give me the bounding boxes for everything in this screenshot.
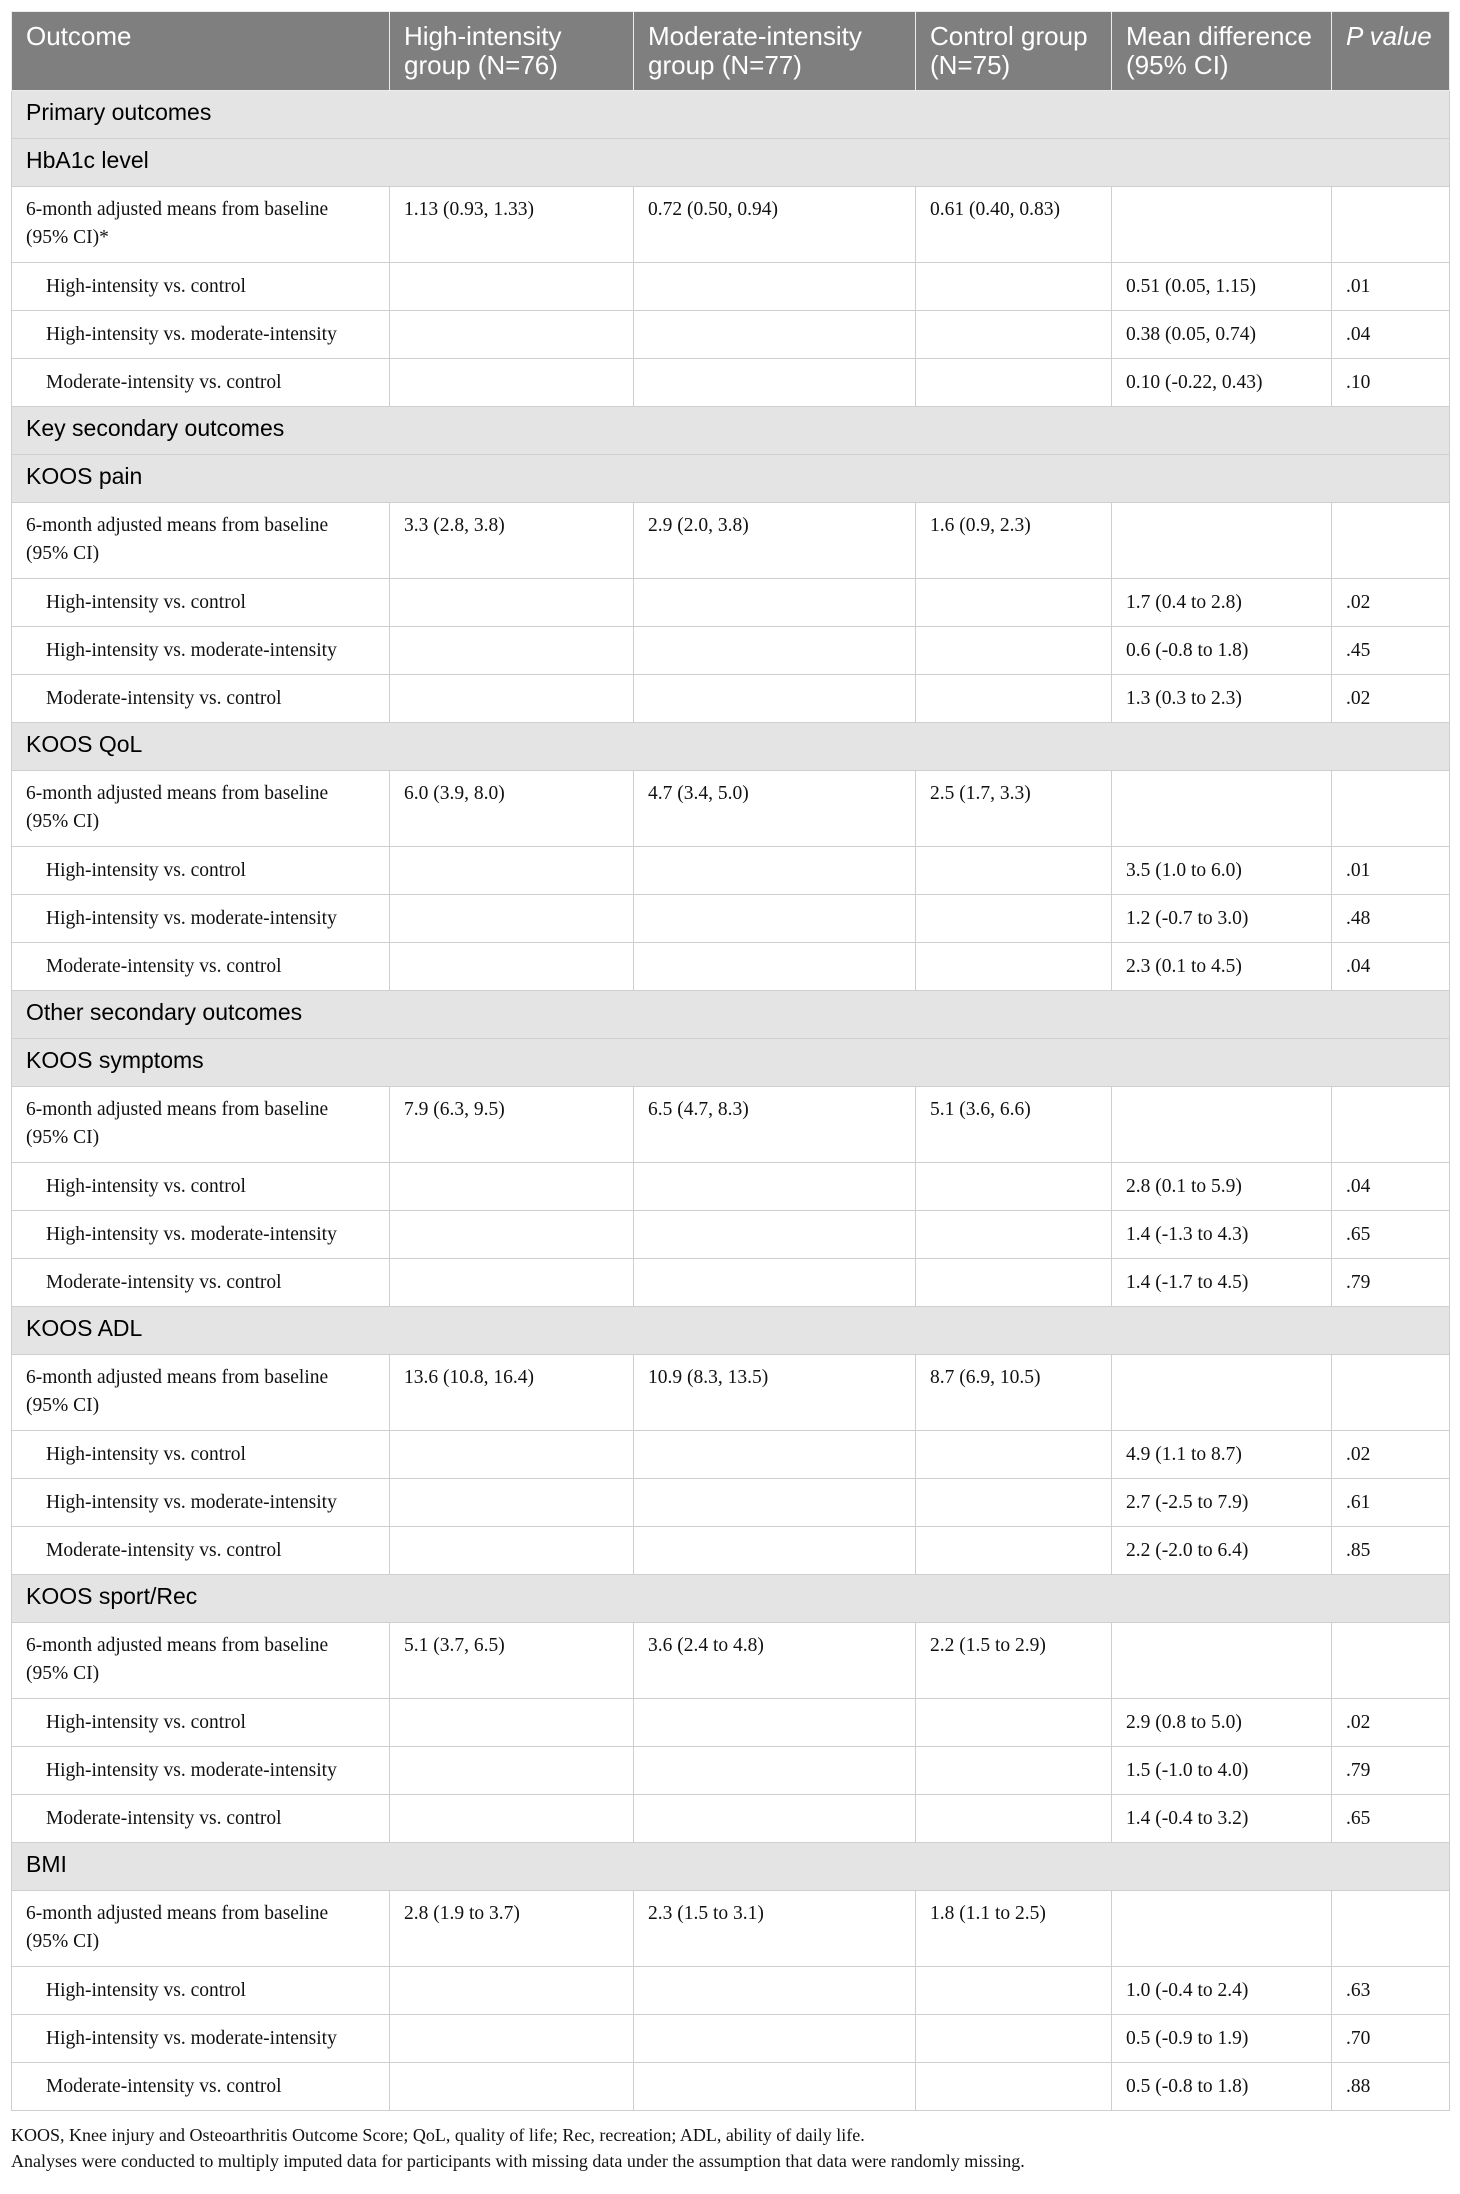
empty-cell — [1332, 1891, 1450, 1967]
empty-cell — [390, 675, 634, 723]
comparison-row — [12, 1967, 1450, 2015]
mean-difference-cell: 1.4 (-0.4 to 3.2) — [1112, 1795, 1332, 1843]
empty-cell — [916, 359, 1112, 407]
outcome-label: KOOS symptoms — [12, 1039, 1450, 1087]
mean-difference-cell: 0.51 (0.05, 1.15) — [1112, 263, 1332, 311]
comparison-row — [12, 579, 1450, 627]
comparison-label: High-intensity vs. control — [12, 579, 390, 627]
empty-cell — [916, 627, 1112, 675]
comparison-row — [12, 311, 1450, 359]
mean-difference-cell: 2.2 (-2.0 to 6.4) — [1112, 1527, 1332, 1575]
empty-cell — [634, 675, 916, 723]
empty-cell — [634, 2063, 916, 2111]
empty-cell — [1112, 1355, 1332, 1431]
mean-difference-cell: 0.6 (-0.8 to 1.8) — [1112, 627, 1332, 675]
outcome-row — [12, 1575, 1450, 1623]
means-row — [12, 1087, 1450, 1163]
empty-cell — [1112, 503, 1332, 579]
means-control-cell: 2.2 (1.5 to 2.9) — [916, 1623, 1112, 1699]
comparison-label: Moderate-intensity vs. control — [12, 359, 390, 407]
empty-cell — [390, 1699, 634, 1747]
comparison-row — [12, 1699, 1450, 1747]
mean-difference-cell: 3.5 (1.0 to 6.0) — [1112, 847, 1332, 895]
empty-cell — [916, 1527, 1112, 1575]
outcome-row — [12, 139, 1450, 187]
p-value-cell: .48 — [1332, 895, 1450, 943]
empty-cell — [634, 1527, 916, 1575]
empty-cell — [1112, 1087, 1332, 1163]
means-moderate-intensity-cell: 6.5 (4.7, 8.3) — [634, 1087, 916, 1163]
mean-difference-cell: 1.7 (0.4 to 2.8) — [1112, 579, 1332, 627]
comparison-row — [12, 943, 1450, 991]
outcome-row — [12, 1307, 1450, 1355]
means-row — [12, 1623, 1450, 1699]
p-value-cell: .45 — [1332, 627, 1450, 675]
comparison-label: High-intensity vs. control — [12, 847, 390, 895]
means-row — [12, 1891, 1450, 1967]
p-value-cell: .04 — [1332, 311, 1450, 359]
mean-difference-cell: 0.5 (-0.9 to 1.9) — [1112, 2015, 1332, 2063]
comparison-label: High-intensity vs. control — [12, 1967, 390, 2015]
comparison-row — [12, 1527, 1450, 1575]
empty-cell — [634, 1431, 916, 1479]
empty-cell — [1112, 771, 1332, 847]
empty-cell — [634, 579, 916, 627]
empty-cell — [390, 943, 634, 991]
comparison-label: Moderate-intensity vs. control — [12, 1259, 390, 1307]
comparison-row — [12, 2063, 1450, 2111]
p-value-cell: .65 — [1332, 1795, 1450, 1843]
outcome-label: KOOS pain — [12, 455, 1450, 503]
header-mean-difference: Mean difference (95% CI) — [1112, 12, 1332, 91]
empty-cell — [1332, 503, 1450, 579]
means-label: 6-month adjusted means from baseline (95% CI) — [12, 1891, 390, 1967]
means-row — [12, 1355, 1450, 1431]
outcome-row — [12, 723, 1450, 771]
p-value-cell: .85 — [1332, 1527, 1450, 1575]
means-moderate-intensity-cell: 2.9 (2.0, 3.8) — [634, 503, 916, 579]
empty-cell — [916, 895, 1112, 943]
header-p-value — [1332, 12, 1450, 91]
mean-difference-cell: 4.9 (1.1 to 8.7) — [1112, 1431, 1332, 1479]
empty-cell — [390, 1967, 634, 2015]
means-moderate-intensity-cell: 4.7 (3.4, 5.0) — [634, 771, 916, 847]
empty-cell — [634, 1479, 916, 1527]
mean-difference-cell: 2.8 (0.1 to 5.9) — [1112, 1163, 1332, 1211]
empty-cell — [634, 2015, 916, 2063]
outcome-row — [12, 1843, 1450, 1891]
means-high-intensity-cell: 1.13 (0.93, 1.33) — [390, 187, 634, 263]
p-value-cell: .88 — [1332, 2063, 1450, 2111]
means-high-intensity-cell: 6.0 (3.9, 8.0) — [390, 771, 634, 847]
empty-cell — [916, 675, 1112, 723]
mean-difference-cell: 1.4 (-1.7 to 4.5) — [1112, 1259, 1332, 1307]
empty-cell — [1112, 1623, 1332, 1699]
means-moderate-intensity-cell: 10.9 (8.3, 13.5) — [634, 1355, 916, 1431]
empty-cell — [634, 1747, 916, 1795]
empty-cell — [916, 1699, 1112, 1747]
comparison-label: High-intensity vs. moderate-intensity — [12, 1747, 390, 1795]
empty-cell — [390, 2063, 634, 2111]
empty-cell — [1112, 1891, 1332, 1967]
empty-cell — [1332, 187, 1450, 263]
empty-cell — [1332, 1623, 1450, 1699]
mean-difference-cell: 0.38 (0.05, 0.74) — [1112, 311, 1332, 359]
empty-cell — [390, 2015, 634, 2063]
outcome-label: HbA1c level — [12, 139, 1450, 187]
means-high-intensity-cell: 3.3 (2.8, 3.8) — [390, 503, 634, 579]
outcome-row — [12, 455, 1450, 503]
comparison-label: High-intensity vs. control — [12, 263, 390, 311]
comparison-label: High-intensity vs. moderate-intensity — [12, 2015, 390, 2063]
section-row — [12, 407, 1450, 455]
means-moderate-intensity-cell: 2.3 (1.5 to 3.1) — [634, 1891, 916, 1967]
empty-cell — [390, 1795, 634, 1843]
empty-cell — [916, 847, 1112, 895]
mean-difference-cell: 2.3 (0.1 to 4.5) — [1112, 943, 1332, 991]
section-label: Key secondary outcomes — [12, 407, 1450, 455]
p-value-cell: .02 — [1332, 1699, 1450, 1747]
empty-cell — [390, 579, 634, 627]
mean-difference-cell: 1.3 (0.3 to 2.3) — [1112, 675, 1332, 723]
empty-cell — [634, 627, 916, 675]
comparison-row — [12, 847, 1450, 895]
empty-cell — [390, 847, 634, 895]
empty-cell — [916, 579, 1112, 627]
empty-cell — [390, 1479, 634, 1527]
means-control-cell: 0.61 (0.40, 0.83) — [916, 187, 1112, 263]
p-value-cell: .65 — [1332, 1211, 1450, 1259]
means-label: 6-month adjusted means from baseline (95% CI) — [12, 1087, 390, 1163]
means-control-cell: 8.7 (6.9, 10.5) — [916, 1355, 1112, 1431]
means-row — [12, 503, 1450, 579]
empty-cell — [916, 1163, 1112, 1211]
means-high-intensity-cell: 5.1 (3.7, 6.5) — [390, 1623, 634, 1699]
means-control-cell: 1.8 (1.1 to 2.5) — [916, 1891, 1112, 1967]
means-label: 6-month adjusted means from baseline (95% CI) — [12, 1623, 390, 1699]
means-high-intensity-cell: 2.8 (1.9 to 3.7) — [390, 1891, 634, 1967]
comparison-label: Moderate-intensity vs. control — [12, 943, 390, 991]
empty-cell — [1332, 1355, 1450, 1431]
empty-cell — [634, 1795, 916, 1843]
mean-difference-cell: 2.7 (-2.5 to 7.9) — [1112, 1479, 1332, 1527]
empty-cell — [916, 2015, 1112, 2063]
comparison-label: High-intensity vs. moderate-intensity — [12, 311, 390, 359]
means-control-cell: 2.5 (1.7, 3.3) — [916, 771, 1112, 847]
empty-cell — [390, 311, 634, 359]
means-control-cell: 1.6 (0.9, 2.3) — [916, 503, 1112, 579]
comparison-label: High-intensity vs. moderate-intensity — [12, 1479, 390, 1527]
header-row — [12, 12, 1450, 91]
mean-difference-cell: 2.9 (0.8 to 5.0) — [1112, 1699, 1332, 1747]
header-high-intensity: High-intensity group (N=76) — [390, 12, 634, 91]
comparison-row — [12, 359, 1450, 407]
p-value-cell: .04 — [1332, 1163, 1450, 1211]
comparison-row — [12, 1431, 1450, 1479]
section-label: Primary outcomes — [12, 91, 1450, 139]
empty-cell — [916, 1479, 1112, 1527]
comparison-label: High-intensity vs. control — [12, 1163, 390, 1211]
table-footnotes — [11, 2122, 1449, 2174]
empty-cell — [916, 1967, 1112, 2015]
mean-difference-cell: 1.2 (-0.7 to 3.0) — [1112, 895, 1332, 943]
p-value-cell: .02 — [1332, 675, 1450, 723]
means-row — [12, 771, 1450, 847]
empty-cell — [634, 847, 916, 895]
comparison-row — [12, 2015, 1450, 2063]
empty-cell — [634, 895, 916, 943]
means-high-intensity-cell: 7.9 (6.3, 9.5) — [390, 1087, 634, 1163]
means-label: 6-month adjusted means from baseline (95% CI) — [12, 1355, 390, 1431]
p-value-cell: .01 — [1332, 847, 1450, 895]
empty-cell — [916, 1747, 1112, 1795]
outcome-label: BMI — [12, 1843, 1450, 1891]
means-moderate-intensity-cell: 0.72 (0.50, 0.94) — [634, 187, 916, 263]
mean-difference-cell: 1.4 (-1.3 to 4.3) — [1112, 1211, 1332, 1259]
p-value-cell: .10 — [1332, 359, 1450, 407]
empty-cell — [390, 263, 634, 311]
comparison-row — [12, 1163, 1450, 1211]
means-moderate-intensity-cell: 3.6 (2.4 to 4.8) — [634, 1623, 916, 1699]
outcome-row — [12, 1039, 1450, 1087]
comparison-label: High-intensity vs. moderate-intensity — [12, 1211, 390, 1259]
empty-cell — [916, 1211, 1112, 1259]
empty-cell — [916, 1431, 1112, 1479]
empty-cell — [634, 1163, 916, 1211]
empty-cell — [916, 2063, 1112, 2111]
header-control: Control group (N=75) — [916, 12, 1112, 91]
p-value-cell: .79 — [1332, 1259, 1450, 1307]
section-label: Other secondary outcomes — [12, 991, 1450, 1039]
empty-cell — [390, 359, 634, 407]
empty-cell — [1332, 771, 1450, 847]
means-row — [12, 187, 1450, 263]
comparison-label: Moderate-intensity vs. control — [12, 1527, 390, 1575]
section-row — [12, 91, 1450, 139]
results-table-container — [11, 11, 1449, 2111]
table-body — [12, 91, 1450, 2111]
mean-difference-cell: 0.5 (-0.8 to 1.8) — [1112, 2063, 1332, 2111]
empty-cell — [1332, 1087, 1450, 1163]
comparison-row — [12, 1211, 1450, 1259]
p-value-cell: .63 — [1332, 1967, 1450, 2015]
p-value-cell: .79 — [1332, 1747, 1450, 1795]
empty-cell — [916, 311, 1112, 359]
empty-cell — [634, 263, 916, 311]
comparison-label: High-intensity vs. moderate-intensity — [12, 627, 390, 675]
empty-cell — [390, 1431, 634, 1479]
p-value-cell: .61 — [1332, 1479, 1450, 1527]
mean-difference-cell: 1.0 (-0.4 to 2.4) — [1112, 1967, 1332, 2015]
comparison-label: Moderate-intensity vs. control — [12, 2063, 390, 2111]
section-row — [12, 991, 1450, 1039]
means-control-cell: 5.1 (3.6, 6.6) — [916, 1087, 1112, 1163]
empty-cell — [634, 359, 916, 407]
empty-cell — [390, 895, 634, 943]
empty-cell — [390, 1259, 634, 1307]
comparison-row — [12, 1259, 1450, 1307]
comparison-label: High-intensity vs. control — [12, 1699, 390, 1747]
means-label: 6-month adjusted means from baseline (95% CI) — [12, 503, 390, 579]
empty-cell — [390, 1527, 634, 1575]
outcome-label: KOOS sport/Rec — [12, 1575, 1450, 1623]
comparison-label: High-intensity vs. control — [12, 1431, 390, 1479]
header-outcome: Outcome — [12, 12, 390, 91]
empty-cell — [634, 1967, 916, 2015]
p-value-cell: .01 — [1332, 263, 1450, 311]
means-label: 6-month adjusted means from baseline (95% CI)* — [12, 187, 390, 263]
means-label: 6-month adjusted means from baseline (95% CI) — [12, 771, 390, 847]
empty-cell — [634, 311, 916, 359]
p-value-cell: .70 — [1332, 2015, 1450, 2063]
comparison-label: Moderate-intensity vs. control — [12, 1795, 390, 1843]
empty-cell — [634, 943, 916, 991]
comparison-row — [12, 1795, 1450, 1843]
table-header — [12, 12, 1450, 91]
comparison-row — [12, 1479, 1450, 1527]
empty-cell — [634, 1699, 916, 1747]
comparison-row — [12, 263, 1450, 311]
mean-difference-cell: 0.10 (-0.22, 0.43) — [1112, 359, 1332, 407]
comparison-label: Moderate-intensity vs. control — [12, 675, 390, 723]
mean-difference-cell: 1.5 (-1.0 to 4.0) — [1112, 1747, 1332, 1795]
empty-cell — [390, 627, 634, 675]
empty-cell — [634, 1211, 916, 1259]
comparison-row — [12, 627, 1450, 675]
empty-cell — [1112, 187, 1332, 263]
header-p-value-text: P value — [1346, 21, 1432, 51]
p-value-cell: .02 — [1332, 1431, 1450, 1479]
comparison-row — [12, 675, 1450, 723]
means-high-intensity-cell: 13.6 (10.8, 16.4) — [390, 1355, 634, 1431]
comparison-row — [12, 1747, 1450, 1795]
outcome-label: KOOS ADL — [12, 1307, 1450, 1355]
empty-cell — [916, 263, 1112, 311]
p-value-cell: .04 — [1332, 943, 1450, 991]
comparison-row — [12, 895, 1450, 943]
empty-cell — [390, 1211, 634, 1259]
p-value-cell: .02 — [1332, 579, 1450, 627]
outcome-label: KOOS QoL — [12, 723, 1450, 771]
comparison-label: High-intensity vs. moderate-intensity — [12, 895, 390, 943]
header-moderate-intensity: Moderate-intensity group (N=77) — [634, 12, 916, 91]
empty-cell — [390, 1747, 634, 1795]
empty-cell — [390, 1163, 634, 1211]
empty-cell — [634, 1259, 916, 1307]
footnote-abbreviations: KOOS, Knee injury and Osteoarthritis Outcome Score; QoL, quality of life; Rec, recreation; ADL, ability of daily life. — [11, 2125, 865, 2145]
results-table — [11, 11, 1450, 2111]
empty-cell — [916, 1259, 1112, 1307]
empty-cell — [916, 943, 1112, 991]
footnote-analysis: Analyses were conducted to multiply imputed data for participants with missing data under the assumption that data were randomly missing. — [11, 2151, 1025, 2171]
empty-cell — [916, 1795, 1112, 1843]
